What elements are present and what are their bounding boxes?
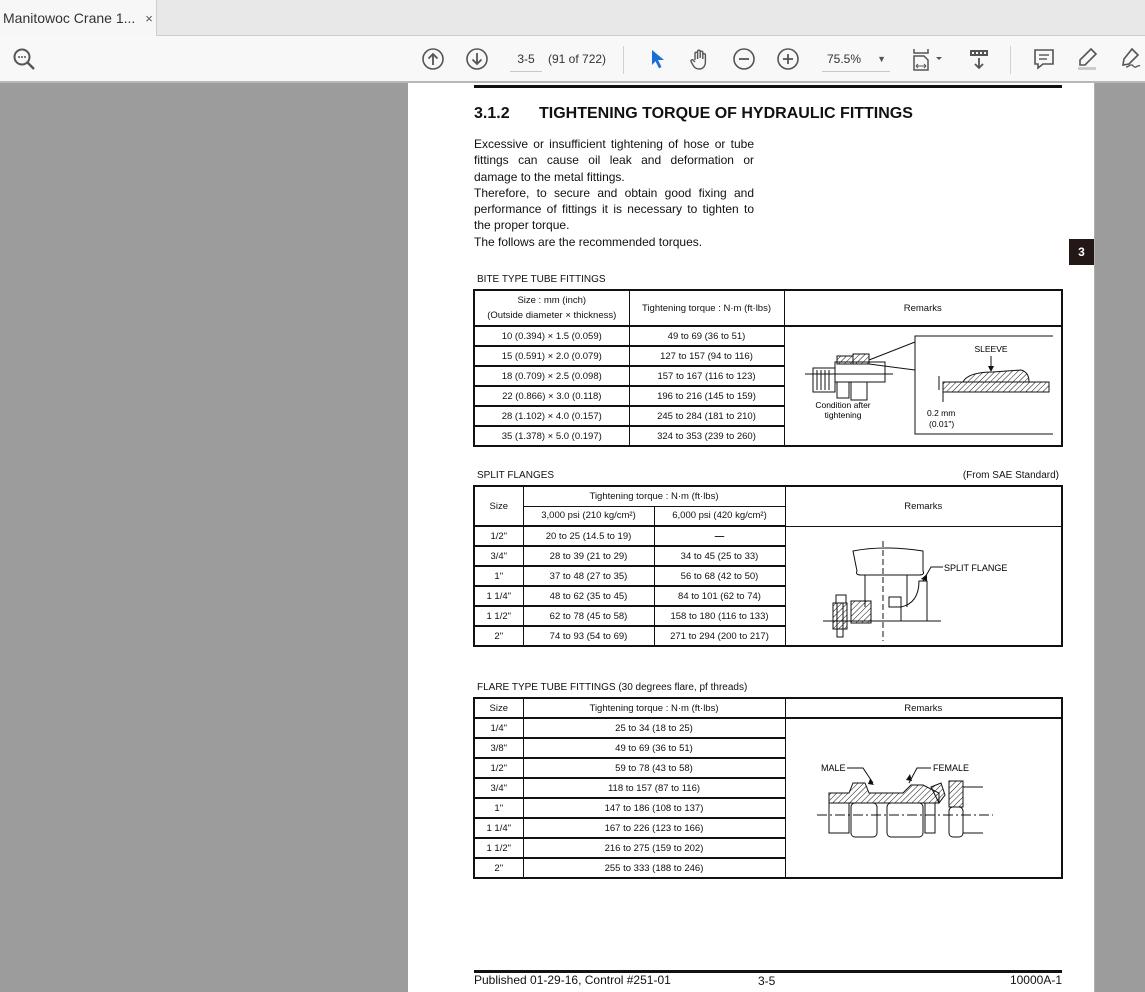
svg-text:MALE: MALE bbox=[821, 763, 846, 773]
header-3000psi: 3,000 psi (210 kg/cm²) bbox=[523, 506, 654, 526]
footer-page-number: 3-5 bbox=[758, 974, 776, 988]
header-6000psi: 6,000 psi (420 kg/cm²) bbox=[654, 506, 785, 526]
size-cell: 1 1/4" bbox=[474, 586, 523, 606]
flare-table-title: FLARE TYPE TUBE FITTINGS (30 degrees flare, pf threads) bbox=[477, 682, 748, 693]
torque-6000-cell: 56 to 68 (42 to 50) bbox=[654, 566, 785, 586]
size-cell: 2" bbox=[474, 858, 523, 878]
torque-cell: 49 to 69 (36 to 51) bbox=[629, 326, 784, 346]
size-cell: 3/4" bbox=[474, 546, 523, 566]
bite-type-table bbox=[473, 289, 1063, 447]
size-cell: 1" bbox=[474, 798, 523, 818]
intro-paragraph: Excessive or insufficient tightening of hose or tube fittings can cause oil leak and deformation or damage to the metal fittings. bbox=[474, 137, 754, 184]
size-cell: 28 (1.102) × 4.0 (0.157) bbox=[474, 406, 629, 426]
torque-cell: 59 to 78 (43 to 58) bbox=[523, 758, 785, 778]
size-cell: 15 (0.591) × 2.0 (0.079) bbox=[474, 346, 629, 366]
torque-cell: 324 to 353 (239 to 260) bbox=[629, 426, 784, 446]
header-torque: Tightening torque : N·m (ft·lbs) bbox=[523, 486, 785, 506]
torque-cell: 255 to 333 (188 to 246) bbox=[523, 858, 785, 878]
size-cell: 10 (0.394) × 1.5 (0.059) bbox=[474, 326, 629, 346]
header-torque: Tightening torque : N·m (ft·lbs) bbox=[523, 698, 785, 718]
section-number: 3.1.2 bbox=[474, 105, 510, 122]
torque-3000-cell: 48 to 62 (35 to 45) bbox=[523, 586, 654, 606]
torque-6000-cell: 34 to 45 (25 to 33) bbox=[654, 546, 785, 566]
chapter-tab: 3 bbox=[1069, 239, 1094, 265]
svg-text:SLEEVE: SLEEVE bbox=[974, 344, 1008, 354]
intro-paragraph: The follows are the recommended torques. bbox=[474, 234, 703, 249]
table-row bbox=[474, 526, 1062, 546]
select-cursor-icon[interactable] bbox=[644, 46, 670, 72]
header-rule bbox=[474, 85, 1062, 88]
torque-cell: 196 to 216 (145 to 159) bbox=[629, 386, 784, 406]
toolbar bbox=[0, 36, 1145, 83]
header-size: Size bbox=[474, 486, 523, 526]
size-cell: 1/4" bbox=[474, 718, 523, 738]
svg-text:SPLIT FLANGE: SPLIT FLANGE bbox=[944, 562, 1008, 573]
size-cell: 1/2" bbox=[474, 758, 523, 778]
header-remarks: Remarks bbox=[785, 486, 1062, 526]
fit-page-icon[interactable] bbox=[909, 46, 945, 72]
svg-text:0.2 mm: 0.2 mm bbox=[926, 408, 956, 418]
search-more-icon[interactable] bbox=[11, 46, 37, 72]
header-size: Size : mm (inch) (Outside diameter × thickness) bbox=[474, 290, 629, 326]
size-cell: 3/8" bbox=[474, 738, 523, 758]
split-flange-table bbox=[473, 485, 1063, 647]
intro-paragraph: Therefore, to secure and obtain good fixing and performance of fittings it is necessary to tighten to the proper torque. bbox=[474, 185, 754, 233]
header-torque: Tightening torque : N·m (ft·lbs) bbox=[629, 290, 784, 326]
torque-cell: 127 to 157 (94 to 116) bbox=[629, 346, 784, 366]
close-icon[interactable]: × bbox=[145, 10, 153, 26]
scroll-mode-icon[interactable] bbox=[966, 46, 992, 72]
torque-3000-cell: 20 to 25 (14.5 to 19) bbox=[523, 526, 654, 546]
footer-doc-id: 10000A-1 bbox=[1009, 973, 1062, 987]
document-tab[interactable] bbox=[0, 0, 157, 36]
zoom-level-value: 75.5% bbox=[827, 52, 862, 66]
size-cell: 1/2" bbox=[474, 526, 523, 546]
header-remarks: Remarks bbox=[784, 290, 1062, 326]
comment-icon[interactable] bbox=[1031, 46, 1057, 72]
torque-cell: 49 to 69 (36 to 51) bbox=[523, 738, 785, 758]
split-flange-figure bbox=[785, 526, 1062, 646]
chevron-down-icon: ▼ bbox=[877, 54, 886, 64]
torque-cell: 216 to 275 (159 to 202) bbox=[523, 838, 785, 858]
zoom-out-icon[interactable] bbox=[731, 46, 757, 72]
flare-type-table bbox=[473, 697, 1063, 879]
zoom-level-select[interactable] bbox=[822, 48, 890, 72]
bite-table-title: BITE TYPE TUBE FITTINGS bbox=[477, 274, 606, 285]
size-cell: 3/4" bbox=[474, 778, 523, 798]
page-down-icon[interactable] bbox=[464, 46, 490, 72]
torque-cell: 245 to 284 (181 to 210) bbox=[629, 406, 784, 426]
tab-title: Manitowoc Crane 1... bbox=[3, 10, 136, 26]
torque-cell: 147 to 186 (108 to 137) bbox=[523, 798, 785, 818]
torque-3000-cell: 28 to 39 (21 to 29) bbox=[523, 546, 654, 566]
size-cell: 1 1/2" bbox=[474, 838, 523, 858]
torque-3000-cell: 74 to 93 (54 to 69) bbox=[523, 626, 654, 646]
page-count: (91 of 722) bbox=[548, 52, 607, 66]
size-cell: 1 1/4" bbox=[474, 818, 523, 838]
torque-cell: 157 to 167 (116 to 123) bbox=[629, 366, 784, 386]
flare-fitting-figure bbox=[785, 718, 1062, 878]
torque-6000-cell: 84 to 101 (62 to 74) bbox=[654, 586, 785, 606]
header-size: Size bbox=[474, 698, 523, 718]
size-cell: 2" bbox=[474, 626, 523, 646]
sign-icon[interactable] bbox=[1117, 46, 1143, 72]
page-number-input[interactable]: 3-5 bbox=[510, 48, 542, 72]
bite-fitting-figure bbox=[784, 326, 1062, 446]
size-cell: 22 (0.866) × 3.0 (0.118) bbox=[474, 386, 629, 406]
sae-note: (From SAE Standard) bbox=[962, 470, 1059, 481]
page-up-icon[interactable] bbox=[420, 46, 446, 72]
footer-published: Published 01-29-16, Control #251-01 bbox=[474, 973, 671, 987]
svg-text:tightening: tightening bbox=[824, 410, 862, 420]
page-edge bbox=[1094, 83, 1095, 992]
size-cell: 18 (0.709) × 2.5 (0.098) bbox=[474, 366, 629, 386]
table-row bbox=[474, 326, 1062, 346]
table-row bbox=[474, 718, 1062, 738]
torque-6000-cell: — bbox=[654, 526, 785, 546]
torque-cell: 167 to 226 (123 to 166) bbox=[523, 818, 785, 838]
svg-text:Condition after: Condition after bbox=[815, 400, 871, 410]
hand-icon[interactable] bbox=[687, 46, 713, 72]
tab-bar bbox=[0, 0, 1145, 36]
pdf-page bbox=[408, 83, 1095, 992]
document-viewer[interactable] bbox=[0, 83, 1145, 992]
torque-6000-cell: 271 to 294 (200 to 217) bbox=[654, 626, 785, 646]
torque-6000-cell: 158 to 180 (116 to 133) bbox=[654, 606, 785, 626]
split-table-title: SPLIT FLANGES bbox=[477, 470, 555, 481]
size-cell: 35 (1.378) × 5.0 (0.197) bbox=[474, 426, 629, 446]
torque-cell: 25 to 34 (18 to 25) bbox=[523, 718, 785, 738]
torque-3000-cell: 62 to 78 (45 to 58) bbox=[523, 606, 654, 626]
highlight-icon[interactable] bbox=[1074, 46, 1100, 72]
intro-text bbox=[474, 136, 754, 250]
section-title: TIGHTENING TORQUE OF HYDRAULIC FITTINGS bbox=[539, 105, 913, 122]
header-remarks: Remarks bbox=[785, 698, 1062, 718]
zoom-in-icon[interactable] bbox=[775, 46, 801, 72]
toolbar-divider bbox=[623, 46, 624, 74]
size-cell: 1 1/2" bbox=[474, 606, 523, 626]
toolbar-divider bbox=[1010, 46, 1011, 74]
svg-text:(0.01"): (0.01") bbox=[928, 419, 954, 429]
torque-cell: 118 to 157 (87 to 116) bbox=[523, 778, 785, 798]
section-heading bbox=[474, 105, 913, 123]
torque-3000-cell: 37 to 48 (27 to 35) bbox=[523, 566, 654, 586]
size-cell: 1" bbox=[474, 566, 523, 586]
svg-text:FEMALE: FEMALE bbox=[933, 763, 970, 773]
